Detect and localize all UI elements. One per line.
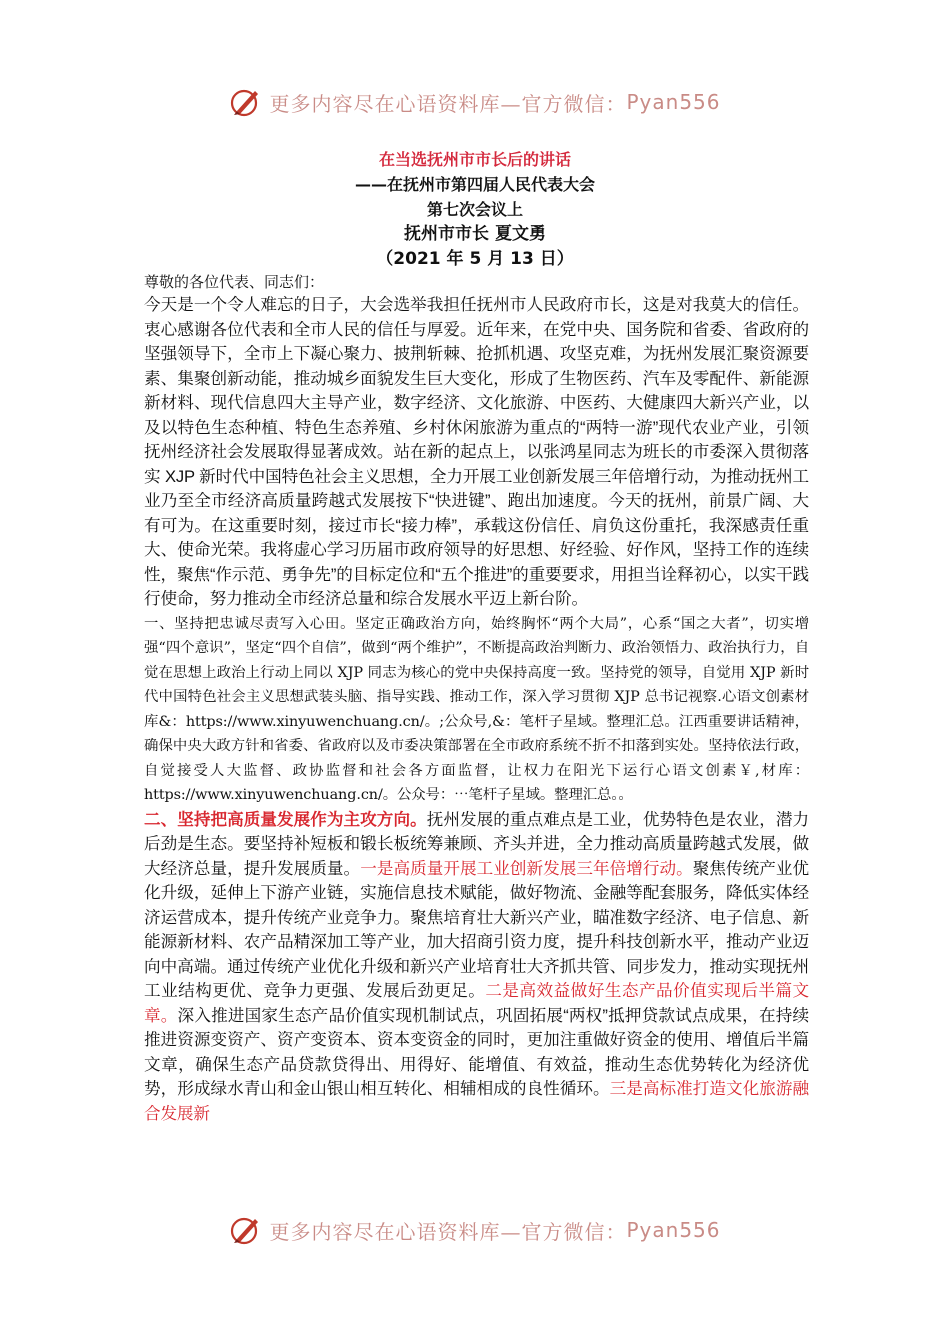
banner-text: 更多内容尽在心语资料库—官方微信： (269, 91, 627, 116)
pen-logo-icon (229, 1213, 263, 1247)
section-2-heading: 二、坚持把高质量发展作为主攻方向。 (144, 809, 427, 829)
intro-paragraph: 今天是一个令人难忘的日子，大会选举我担任抚州市人民政府市长，这是对我莫大的信任。衷心感谢各位代表和全市人民的信任与厚爱。近年来，在党中央、国务院和省委、省政府的坚强领导下，全市上下凝心聚力、披荆斩棘、抢抓机遇、攻坚克难，为抚州发展汇聚资源要素、集聚创新动能，推动城乡面貌发生巨大变化，形成了生物医药、汽车及零配件、新能源新材料、现代信息四大主导产业，数字经济、文化旅游、中医药、大健康四大新兴产业，以及以特色生态种植、特色生态养殖、乡村休闲旅游为重点的“两特一游”现代农业产业，引领抚州经济社会发展取得显著成效。站在新的起点上，以张鸿星同志为班长的市委深入贯彻落实 XJP 新时代中国特色社会主义思想，全力开展工业创新发展三年倍增行动，为推动抚州工业乃至全市经济高质量跨越式发展按下“快进键”、跑出加速度。今天的抚州，前景广阔、大有可为。在这重要时刻，接过市长“接力棒”，承载这份信任、肩负这份重托，我深感责任重大、使命光荣。我将虚心学习历届市政府领导的好思想、好经验、好作风，坚持工作的连续性，聚焦“作示范、勇争先”的目标定位和“五个推进”的重要要求，用担当诠释初心，以实干践行使命，努力推动全市经济总量和综合发展水平迈上新台阶。 (144, 295, 809, 608)
section-2-paragraph (144, 808, 809, 1127)
pen-logo-icon (229, 85, 263, 119)
document-body (144, 271, 809, 1126)
section-2-point-2-heading: 二是高效益做好生态产品价值实现后半篇文章。 (144, 981, 809, 1025)
speaker-line: 抚州市市长 夏文勇 (404, 224, 546, 244)
bottom-watermark-banner (0, 1208, 950, 1252)
banner-wechat-id: Pyan556 (626, 90, 721, 114)
subtitle-line-2: 第七次会议上 (426, 200, 523, 219)
section-2-point-1-heading: 一是高质量开展工业创新发展三年倍增行动。 (360, 858, 693, 878)
section-2-text-3: 深入推进国家生态产品价值实现机制试点，巩固拓展“两权”抵押贷款试点成果，在持续推进资源变资产、资产变资本、资本变资金的同时，更加注重做好资金的使用、增值后半篇文章，确保生态产品贷款贷得出、用得好、能增值、有效益，推动生态优势转化为经济优势，形成绿水青山和金山银山相互转化、相辅相成的良性循环。 (144, 1005, 810, 1098)
document-header (0, 147, 950, 272)
banner-text: 更多内容尽在心语资料库—官方微信： (269, 1219, 627, 1244)
date-line: （2021 年 5 月 13 日） (376, 249, 574, 269)
section-1-paragraph: 一、坚持把忠诚尽责写入心田。坚定正确政治方向，始终胸怀“两个大局”，心系“国之大者”，切实增强“四个意识”，坚定“四个自信”，做到“两个维护”，不断提高政治判断力、政治领悟力、政治执行力，自觉在思想上政治上行动上同以 XJP 同志为核心的党中央保持高度一致。坚持党的领导，自觉用 XJP 新时代中国特色社会主义思想武装头脑、指导实践、推动工作，深入学习贯彻 XJP 总书记视察.心语文创素材库&：https://www.xinyuwenchuang.cn/。;公众号,&：笔杆子星域。整理汇总。江西重要讲话精神，确保中央大政方针和省委、省政府以及市委决策部署在全市政府系统不折不扣落到实处。坚持依法行政，自觉接受人大监督、政协监督和社会各方面监督，让权力在阳光下运行心语文创素￥,材库：https://www.xinyuwenchuang.cn/。公众号：⋯笔杆子星域。整理汇总。。 (144, 615, 809, 803)
section-2-text-2: 聚焦传统产业优化升级，延伸上下游产业链，实施信息技术赋能，做好物流、金融等配套服务，降低实体经济运营成本，提升传统产业竞争力。聚焦培育壮大新兴产业，瞄准数字经济、电子信息、新能源新材料、农产品精深加工等产业，加大招商引资力度，提升科技创新水平，推动产业迈向中高端。通过传统产业优化升级和新兴产业培育壮大齐抓共管、同步发力，推动实现抚州工业结构更优、竞争力更强、发展后劲更足。 (144, 858, 810, 1000)
section-2-point-3-heading: 三是高标准打造文化旅游融合发展新 (144, 1079, 809, 1123)
top-watermark-banner (0, 80, 950, 124)
salutation: 尊敬的各位代表、同志们： (144, 273, 325, 291)
section-2-text-1: 抚州发展的重点难点是工业，优势特色是农业，潜力后劲是生态。要坚持补短板和锻长板统筹兼顾、齐头并进，全力推动高质量跨越式发展，做大经济总量，提升发展质量。 (144, 809, 809, 878)
subtitle-line-1: ——在抚州市第四届人民代表大会 (354, 175, 595, 194)
document-title: 在当选抚州市市长后的讲话 (378, 150, 571, 169)
banner-wechat-id: Pyan556 (626, 1218, 721, 1242)
